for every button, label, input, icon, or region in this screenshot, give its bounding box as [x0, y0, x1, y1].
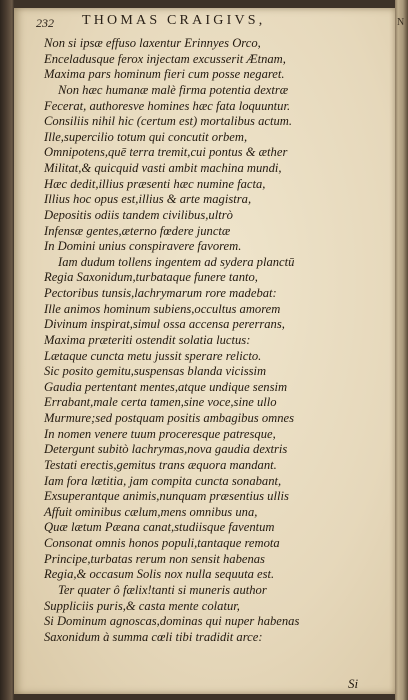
verse-line: Pectoribus tunsis,lachrymarum rore madebat: [44, 286, 277, 300]
verse-line: Illius hoc opus est,illius & arte magistra, [44, 192, 252, 207]
verse-line: Regia Saxonidum,turbataque funere tanto, [44, 270, 258, 285]
verse-line: In nomen venere tuum proceresque patresque, [44, 426, 276, 441]
verse-line: Ter quater ô fælix!tanti si muneris author [58, 582, 267, 597]
verse-line: Enceladusque ferox injectam excusserit Ætnam, [44, 51, 286, 66]
verse-line: Regia,& occasum Solis nox nulla sequuta est. [44, 567, 275, 582]
verse-line: Fecerat, authoresve homines hæc fata loquuntur. [44, 98, 291, 113]
verse-line: Maxima præteriti ostendit solatia luctus: [44, 332, 251, 347]
verse-line: Testati erectis,gemitus trans æquora mandant. [44, 457, 277, 472]
verse-line: Detergunt subitò lachrymas,nova gaudia dextris [44, 442, 288, 457]
page-header [36, 10, 366, 32]
verse-line: Depositis odiis tandem civilibus,ultrò [44, 207, 233, 222]
verse-line: Militat,& quicquid vasti ambit machina mundi, [44, 161, 282, 175]
verse-line: Ille animos hominum subiens,occultus amorem [44, 301, 281, 316]
verse-line: Murmure;sed postquam positis ambagibus omnes [44, 411, 295, 425]
verse-line: Gaudia pertentant mentes,atque undique sensim [44, 379, 288, 394]
verse-line: Exsuperantque animis,nunquam præsentius ullis [44, 489, 289, 504]
verse-line: Lætaque cuncta metu jussit sperare relicto. [44, 348, 262, 363]
verse-line: Maxima pars hominum fieri cum posse negaret. [44, 67, 285, 82]
verse-line: Errabant,male certa tamen,sine voce,sine ullo [44, 395, 277, 410]
catchword: Si [348, 676, 359, 691]
verse-line: Saxonidum à summa cœli tibi tradidit arce: [44, 629, 263, 644]
verse-line: Quæ lætum Pæana canat,studiisque faventum [44, 520, 275, 535]
verse-line: Divinum inspirat,simul ossa accensa pererrans, [44, 317, 285, 332]
facing-page-edge [395, 0, 408, 700]
poem-text-block [44, 36, 370, 645]
verse-line: Consiliis nihil hic (certum est) mortalibus actum. [44, 114, 293, 129]
verse-line: Hæc dedit,illius præsenti hæc numine facta, [44, 176, 266, 191]
verse-line: Suppliciis puris,& casta mente colatur, [44, 598, 240, 613]
verse-line: In Domini unius conspiravere favorem. [44, 239, 242, 254]
verse-line: Iam dudum tollens ingentem ad sydera planctū [58, 254, 295, 269]
facing-page-fragment: N [397, 17, 405, 28]
verse-line: Principe,turbatas rerum non sensit habenas [44, 551, 265, 566]
verse-line: Si Dominum agnoscas,dominas qui nuper habenas [44, 614, 300, 629]
verse-line: Sic posito gemitu,suspensas blanda vicissim [44, 364, 267, 379]
verse-line: Iam fora lætitia, jam compita cuncta sonabant, [44, 473, 282, 488]
verse-line: Affuit ominibus cælum,mens omnibus una, [44, 504, 258, 519]
running-head: THOMAS CRAIGIVS, [82, 13, 266, 28]
verse-line: Consonat omnis honos populi,tantaque remota [44, 536, 280, 550]
page-number: 232 [36, 16, 54, 30]
verse-line: Non hæc humanæ malè firma potentia dextræ [58, 82, 289, 97]
verse-line: Omnipotens,quē terra tremit,cui pontus & æther [44, 145, 288, 160]
verse-line: Non si ipsæ effuso laxentur Erinnyes Orco, [44, 36, 261, 50]
verse-line: Infensæ gentes,æterno fœdere junctæ [44, 223, 231, 238]
verse-line: Ille,supercilio totum qui concutit orbem, [44, 129, 248, 144]
